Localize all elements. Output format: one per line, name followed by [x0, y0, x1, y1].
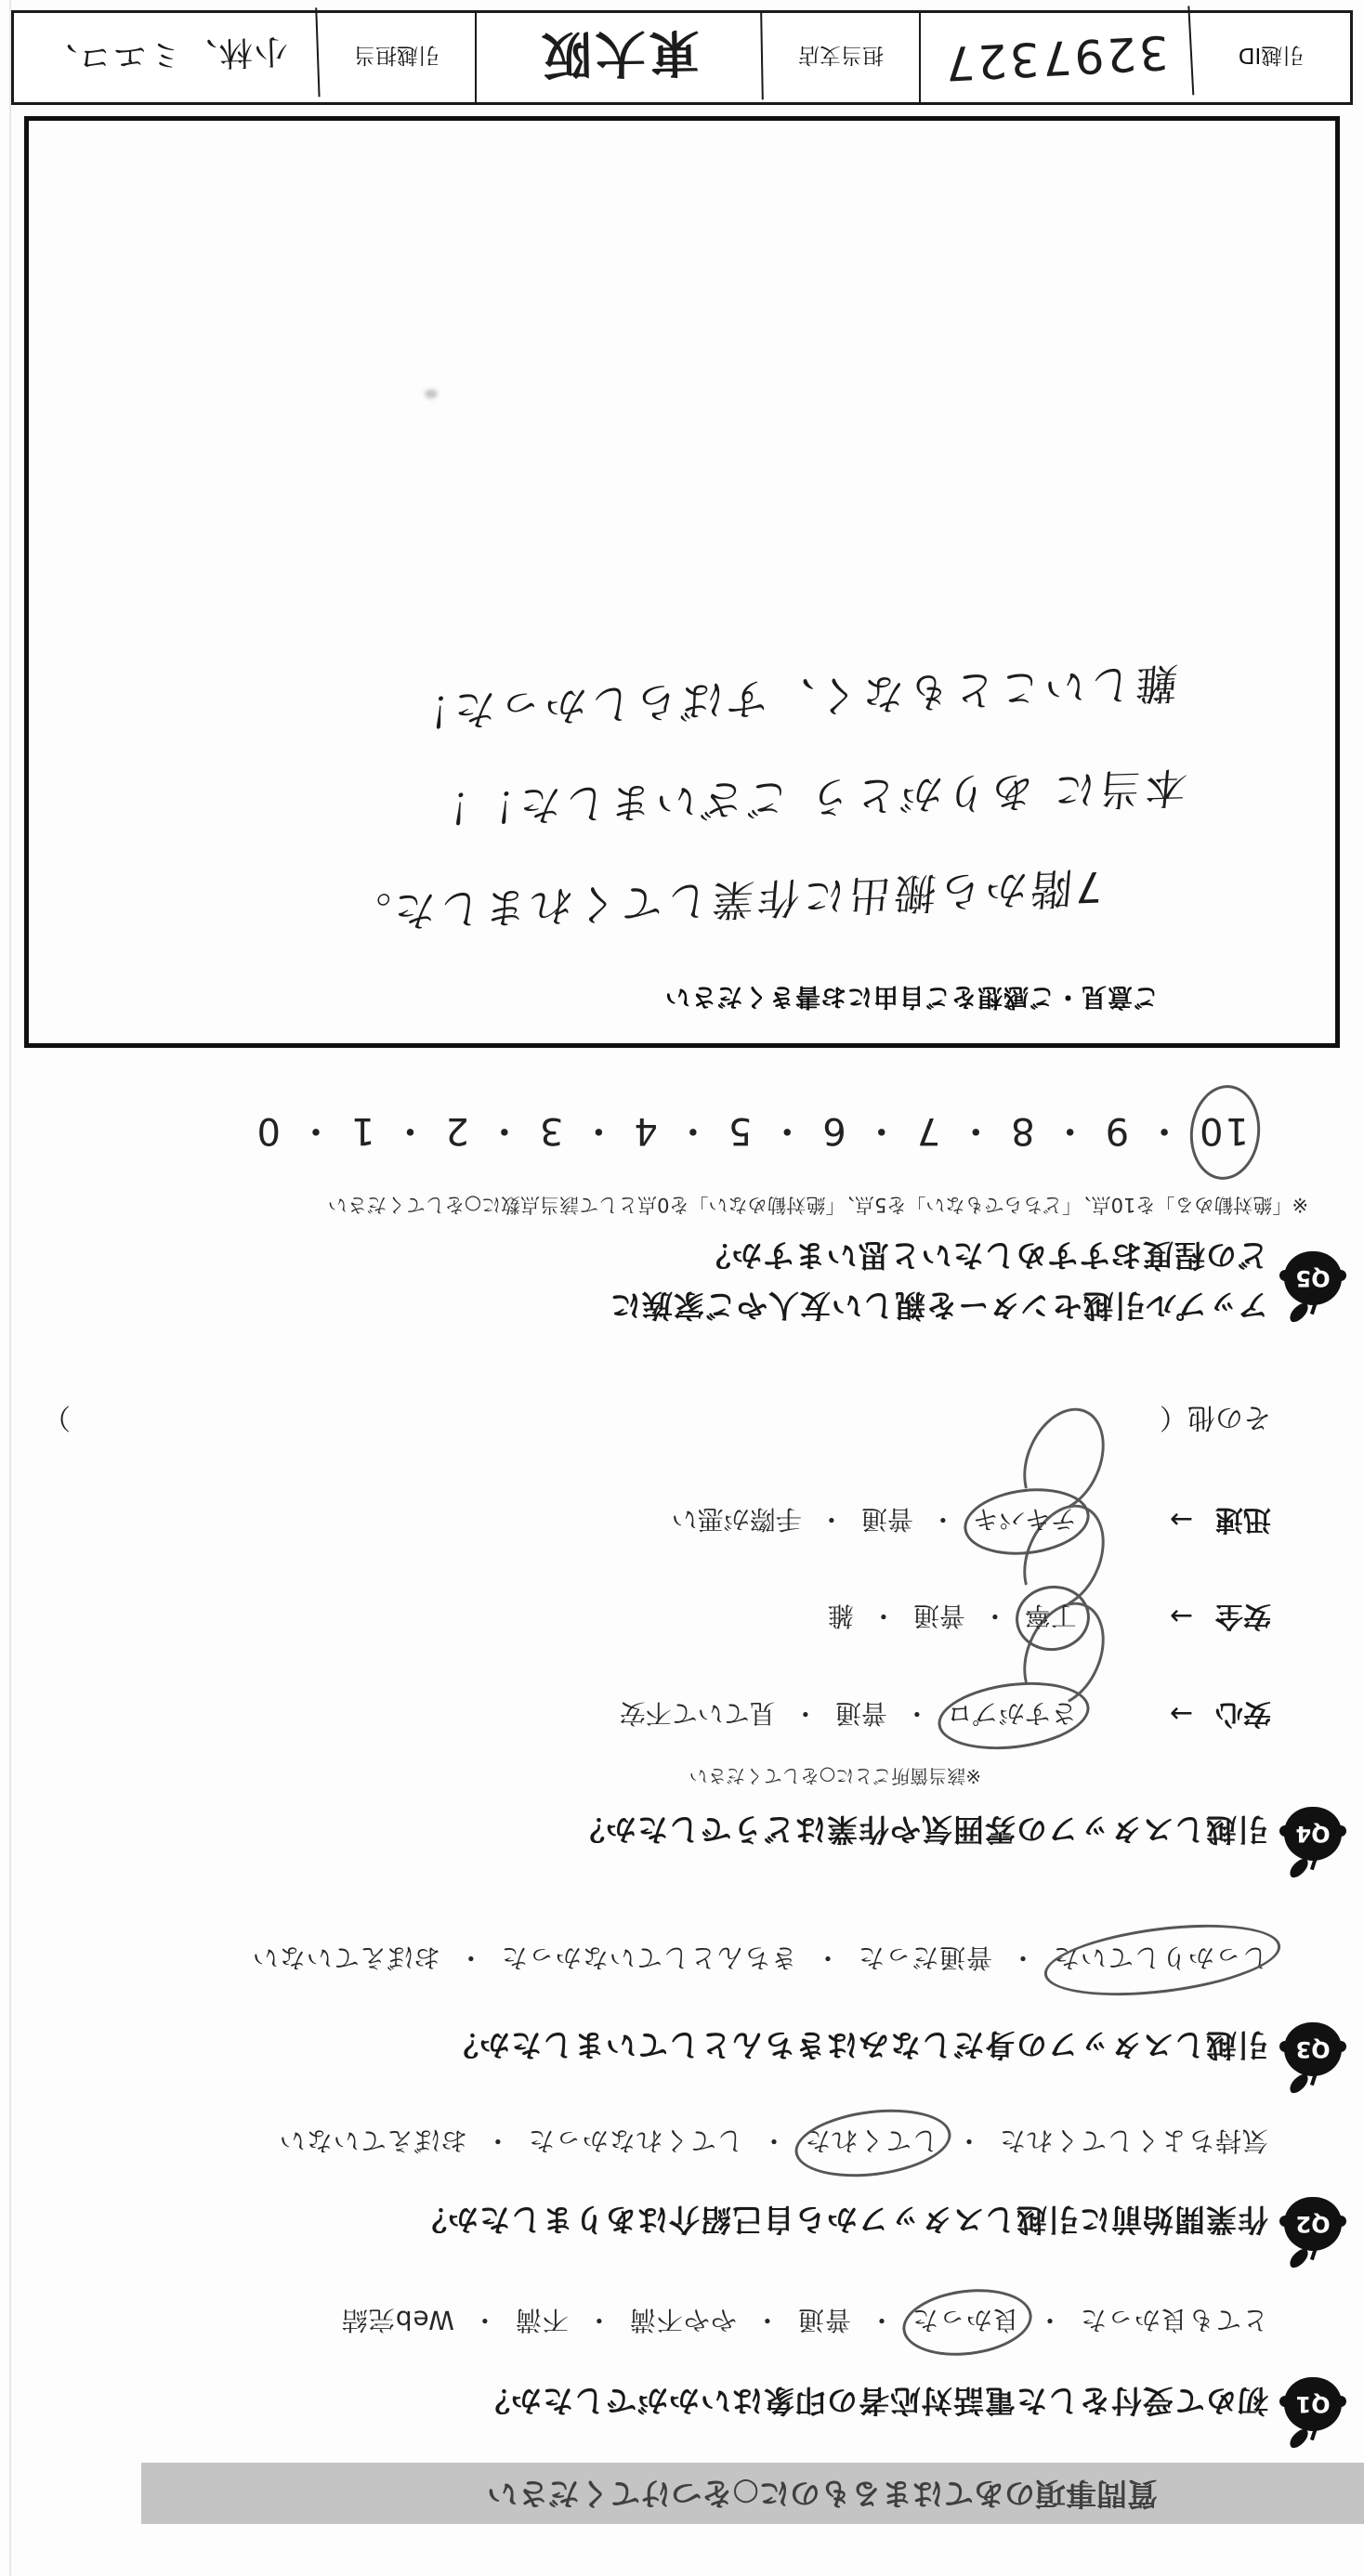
q3-apple-icon: [1284, 2022, 1342, 2076]
scale-number: 6: [820, 1109, 846, 1152]
option: 見ていて不安: [619, 1698, 776, 1729]
arrow-icon: →: [1169, 1600, 1193, 1632]
option-circled: テキパキ: [973, 1502, 1077, 1539]
option-separator: ・: [1035, 2305, 1063, 2335]
footer-table: [11, 10, 1353, 105]
scale-separator: ・: [672, 1109, 712, 1152]
option-circled: さすがプロ: [947, 1696, 1077, 1733]
q4-row-anshin: [620, 1696, 1271, 1737]
apple-bump-right: [1279, 2041, 1291, 2052]
q5-badge: Q5: [1284, 1251, 1342, 1305]
option-separator: ・: [867, 2305, 895, 2335]
q4-other-field: [1160, 1400, 1271, 1441]
scale-number: 0: [255, 1109, 282, 1152]
option-separator: ・: [584, 2305, 612, 2335]
option-separator: ・: [483, 2125, 511, 2156]
option-separator: ・: [981, 1601, 1008, 1631]
option: 普通だった: [857, 1942, 992, 1973]
q5-note: ※「絶対勧める」を10点、「どちらでもない」を5点、「絶対勧めない」を0点として該当点数に○をしてください: [327, 1194, 1308, 1216]
other-close: ）: [43, 1401, 71, 1433]
apple-bump-right: [1279, 1270, 1291, 1281]
q4-row-anzen: [828, 1599, 1271, 1640]
q2-options: [279, 2124, 1268, 2161]
q4-row-jinsoku: [672, 1502, 1271, 1543]
field-label-branch: 担当支店: [763, 13, 921, 102]
recommend-scale: [250, 1107, 1254, 1160]
option-separator: ・: [1008, 1942, 1036, 1973]
scale-number: 1: [349, 1109, 375, 1152]
apple-bump-right: [1279, 2396, 1291, 2407]
arrow-icon: →: [1169, 1697, 1193, 1730]
option-separator: ・: [759, 2125, 787, 2156]
q4-note: ※該当箇所ごとに○をしてください: [689, 1765, 981, 1787]
scale-number: 2: [443, 1109, 469, 1152]
q4-apple-icon: [1284, 1807, 1342, 1861]
field-label-staff: 引越担当: [319, 13, 477, 102]
option-separator: ・: [929, 1504, 956, 1535]
option: やや不満: [628, 2305, 737, 2335]
row-label: 安心: [1215, 1697, 1271, 1730]
option: とても良かった: [1079, 2305, 1268, 2335]
option: 不満: [514, 2305, 569, 2335]
option: してくれなかった: [527, 2125, 743, 2156]
scale-number: 7: [914, 1109, 941, 1152]
q5-apple-icon: [1284, 1251, 1342, 1305]
instruction-bar: 質問事項のあてはまるものに○をつけてください: [141, 2463, 1364, 2524]
scale-10-circled: 10: [1198, 1109, 1249, 1152]
comment-box: [24, 116, 1340, 1048]
option: きちんとしていなかった: [500, 1942, 797, 1973]
option: おぼえていない: [251, 1942, 440, 1973]
scan-smudge: [425, 389, 438, 399]
q2-apple-icon: [1284, 2197, 1342, 2251]
scale-separator: ・: [955, 1109, 995, 1152]
field-label-move-id: 引越ID: [1238, 43, 1305, 68]
scale-number: 9: [1103, 1109, 1130, 1152]
scale-number: 3: [537, 1109, 564, 1152]
field-value-move-id: 3297327: [919, 6, 1195, 109]
scale-separator: ・: [767, 1109, 807, 1152]
q1-options: [341, 2303, 1268, 2340]
option-circled: してくれた: [804, 2124, 938, 2161]
apple-bump-left: [1335, 1270, 1346, 1281]
option: 普通: [912, 1601, 965, 1631]
option-separator: ・: [470, 2305, 498, 2335]
option-separator: ・: [818, 1504, 845, 1535]
scale-number: 8: [1009, 1109, 1035, 1152]
scale-separator: ・: [389, 1109, 429, 1152]
option-separator: ・: [870, 1601, 897, 1631]
other-close-paren: [43, 1400, 71, 1441]
handwriting-line-3: 難しいこともなく、すばらしかった！: [402, 657, 1180, 738]
scale-separator: ・: [1049, 1109, 1089, 1152]
q1-badge: Q1: [1284, 2377, 1342, 2431]
field-value-staff: 小林、ミエコ、: [12, 7, 320, 107]
q1-title: 初めて受付をした電話対応者の印象はいかがでしたか？: [479, 2383, 1268, 2419]
scale-number: 5: [726, 1109, 753, 1152]
q5-title-line2: どの程度おすすめしたいと思いますか？: [699, 1237, 1268, 1274]
scale-separator: ・: [483, 1109, 523, 1152]
option-circled: 丁寧: [1025, 1599, 1077, 1636]
scale-separator: ・: [295, 1109, 335, 1152]
option: 普通: [834, 1698, 887, 1729]
q3-title: 引越しスタッフの身だしなみはきちんとしていましたか？: [447, 2027, 1268, 2063]
scale-separator: ・: [578, 1109, 618, 1152]
field-value-branch: 東大阪: [476, 10, 764, 104]
row-label: 安全: [1215, 1600, 1271, 1632]
arrow-icon: →: [1169, 1503, 1193, 1536]
scale-separator: ・: [1144, 1109, 1184, 1152]
handwriting-line-2: 本当に ありがとう ございました！！: [422, 762, 1189, 833]
q1-apple-icon: [1284, 2377, 1342, 2431]
option: 手際が悪い: [671, 1504, 802, 1535]
handwriting-line-1: 7階から搬出に作業してくれました。: [342, 861, 1106, 938]
q5-title-line1: アップル引越センターを親しい友人やご家族に: [609, 1288, 1268, 1324]
option: おぼえていない: [278, 2125, 467, 2156]
apple-bump-left: [1335, 2396, 1346, 2407]
q2-badge: Q2: [1284, 2197, 1342, 2251]
apple-bump-left: [1335, 2216, 1346, 2227]
scale-number: 4: [632, 1109, 658, 1152]
option-separator: ・: [813, 1942, 841, 1973]
q3-options: [252, 1941, 1268, 1978]
option: 雑: [827, 1601, 854, 1631]
q4-badge: Q4: [1284, 1807, 1342, 1861]
apple-bump-left: [1335, 1825, 1346, 1837]
comment-label: ご意見・ご感想をご自由にお書きください: [664, 982, 1159, 1011]
option: 普通: [796, 2305, 851, 2335]
apple-bump-left: [1335, 2041, 1346, 2052]
option-circled: しっかりしていた: [1053, 1941, 1268, 1978]
other-open: その他（: [1160, 1401, 1271, 1433]
option: Web完結: [340, 2305, 454, 2335]
option-separator: ・: [456, 1942, 484, 1973]
q4-title: 引越しスタッフの雰囲気や作業はどうでしたか？: [573, 1811, 1268, 1848]
row-label: 迅速: [1215, 1503, 1271, 1536]
option-circled: 良かった: [912, 2303, 1019, 2340]
apple-bump-right: [1279, 1825, 1291, 1837]
option: 普通: [860, 1504, 913, 1535]
q2-title: 作業開始前に引越しスタッフから自己紹介はありましたか？: [415, 2202, 1268, 2238]
apple-bump-right: [1279, 2216, 1291, 2227]
option-separator: ・: [954, 2125, 982, 2156]
option: 気持ちよくしてくれた: [998, 2125, 1268, 2156]
q3-badge: Q3: [1284, 2022, 1342, 2076]
option-separator: ・: [753, 2305, 780, 2335]
option-separator: ・: [903, 1698, 930, 1729]
option-separator: ・: [792, 1698, 819, 1729]
scale-separator: ・: [860, 1109, 900, 1152]
